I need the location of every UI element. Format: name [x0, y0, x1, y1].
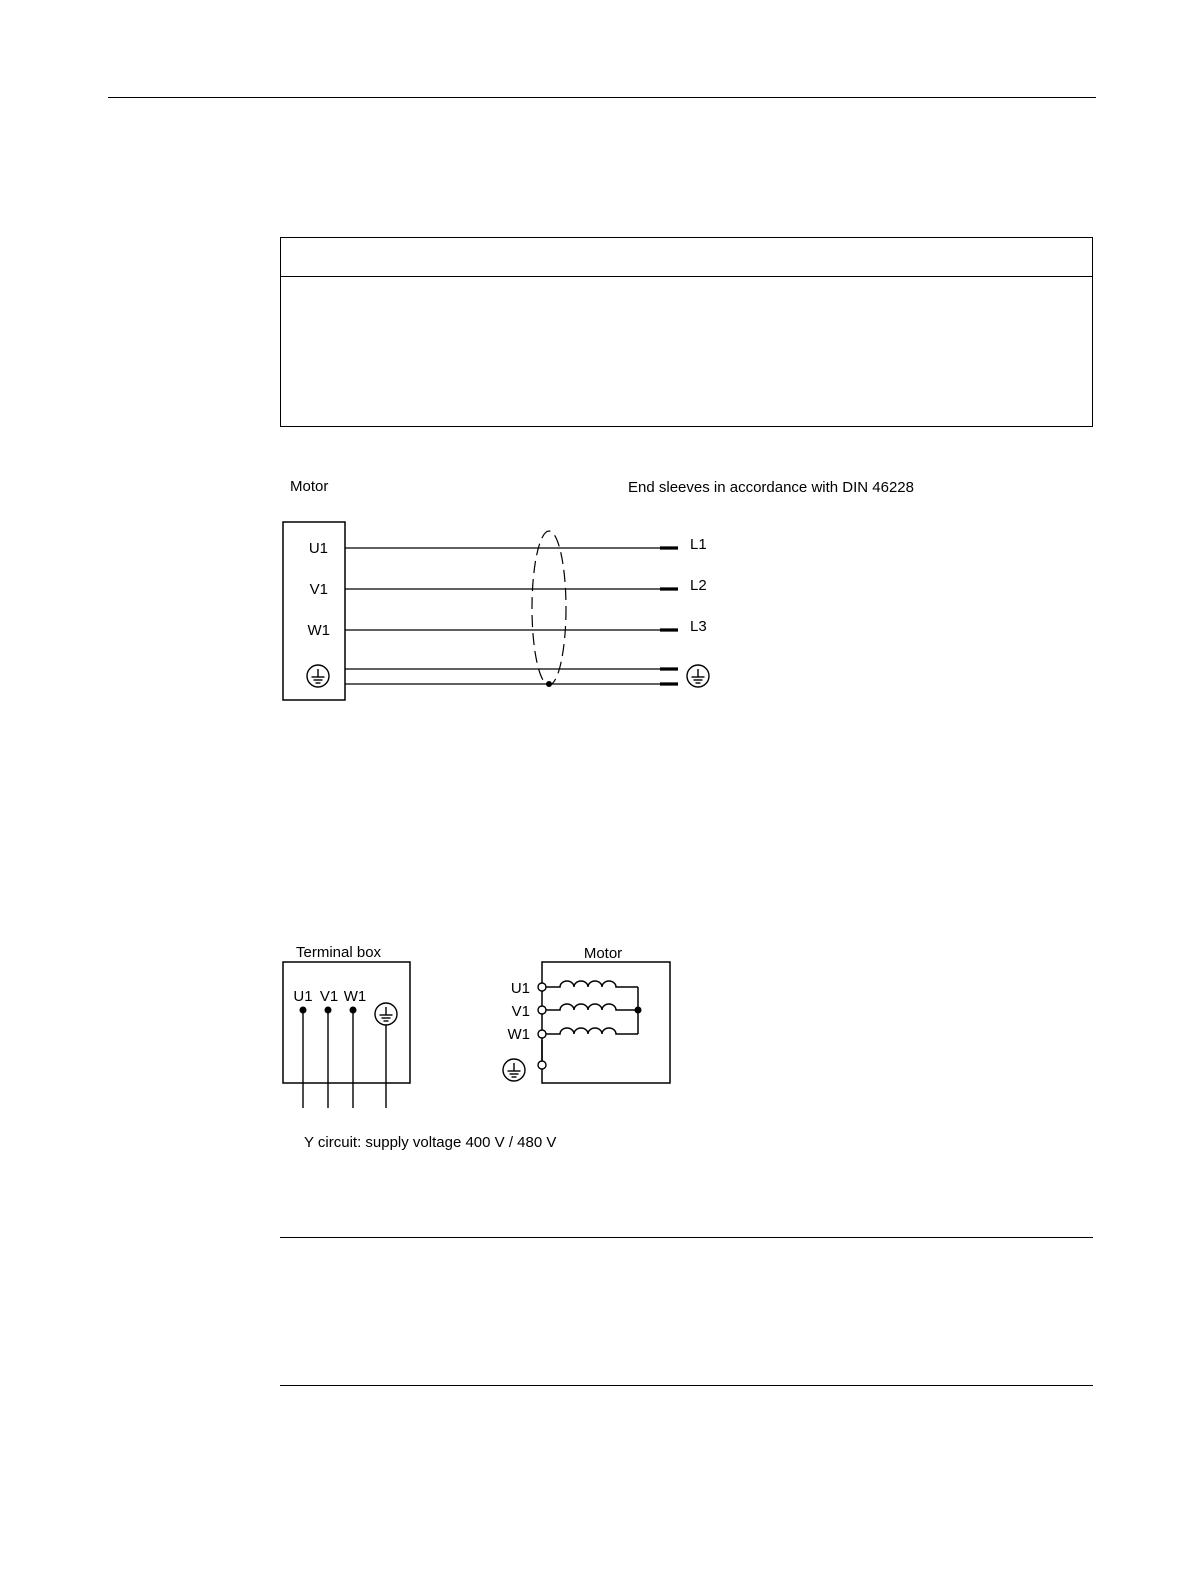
motor-coil-terminal-v1: V1 [511, 1003, 530, 1020]
shield-connection-dot [546, 681, 552, 687]
box-terminal-v1: V1 [319, 988, 339, 1005]
terminal-box-ground-icon [375, 1003, 397, 1025]
box-terminal-dot [325, 1007, 332, 1014]
cable-shield-icon [532, 531, 566, 685]
motor-box [542, 962, 670, 1083]
motor-terminal-v1: V1 [309, 581, 328, 598]
box-terminal-dot [300, 1007, 307, 1014]
line-terminal-l3: L3 [690, 618, 707, 635]
end-sleeves [660, 548, 678, 684]
motor-coil-terminal-w1: W1 [507, 1026, 530, 1043]
motor-terminal-ring [538, 983, 546, 991]
motor-ground-terminal-ring [538, 1061, 546, 1069]
motor-terminal-w1: W1 [307, 622, 330, 639]
line-terminal-l2: L2 [690, 577, 707, 594]
motor-windings-icon [542, 981, 638, 1060]
diagram1-motor-label: Motor [290, 478, 329, 495]
motor-coil-terminal-u1: U1 [510, 980, 530, 997]
end-sleeves-note: End sleeves in accordance with DIN 46228 [628, 479, 914, 496]
line-terminal-l1: L1 [690, 536, 707, 553]
box-terminal-u1: U1 [293, 988, 313, 1005]
motor-terminal-u1: U1 [308, 540, 328, 557]
star-point-dot [635, 1007, 642, 1014]
terminal-box-leads [303, 1010, 386, 1108]
y-circuit-caption: Y circuit: supply voltage 400 V / 480 V [304, 1134, 557, 1151]
box-terminal-dot [350, 1007, 357, 1014]
line-ground-icon [687, 665, 709, 687]
motor-cable-diagram [283, 478, 914, 700]
y-circuit-diagram [283, 944, 670, 1151]
motor-box-label: Motor [583, 945, 623, 962]
motor-terminal-ring [538, 1030, 546, 1038]
motor-ground-icon [307, 665, 329, 687]
box-terminal-w1: W1 [343, 988, 367, 1005]
terminal-box-label: Terminal box [296, 944, 382, 961]
motor-terminal-ring [538, 1006, 546, 1014]
motor-box-ground-icon [503, 1059, 525, 1081]
